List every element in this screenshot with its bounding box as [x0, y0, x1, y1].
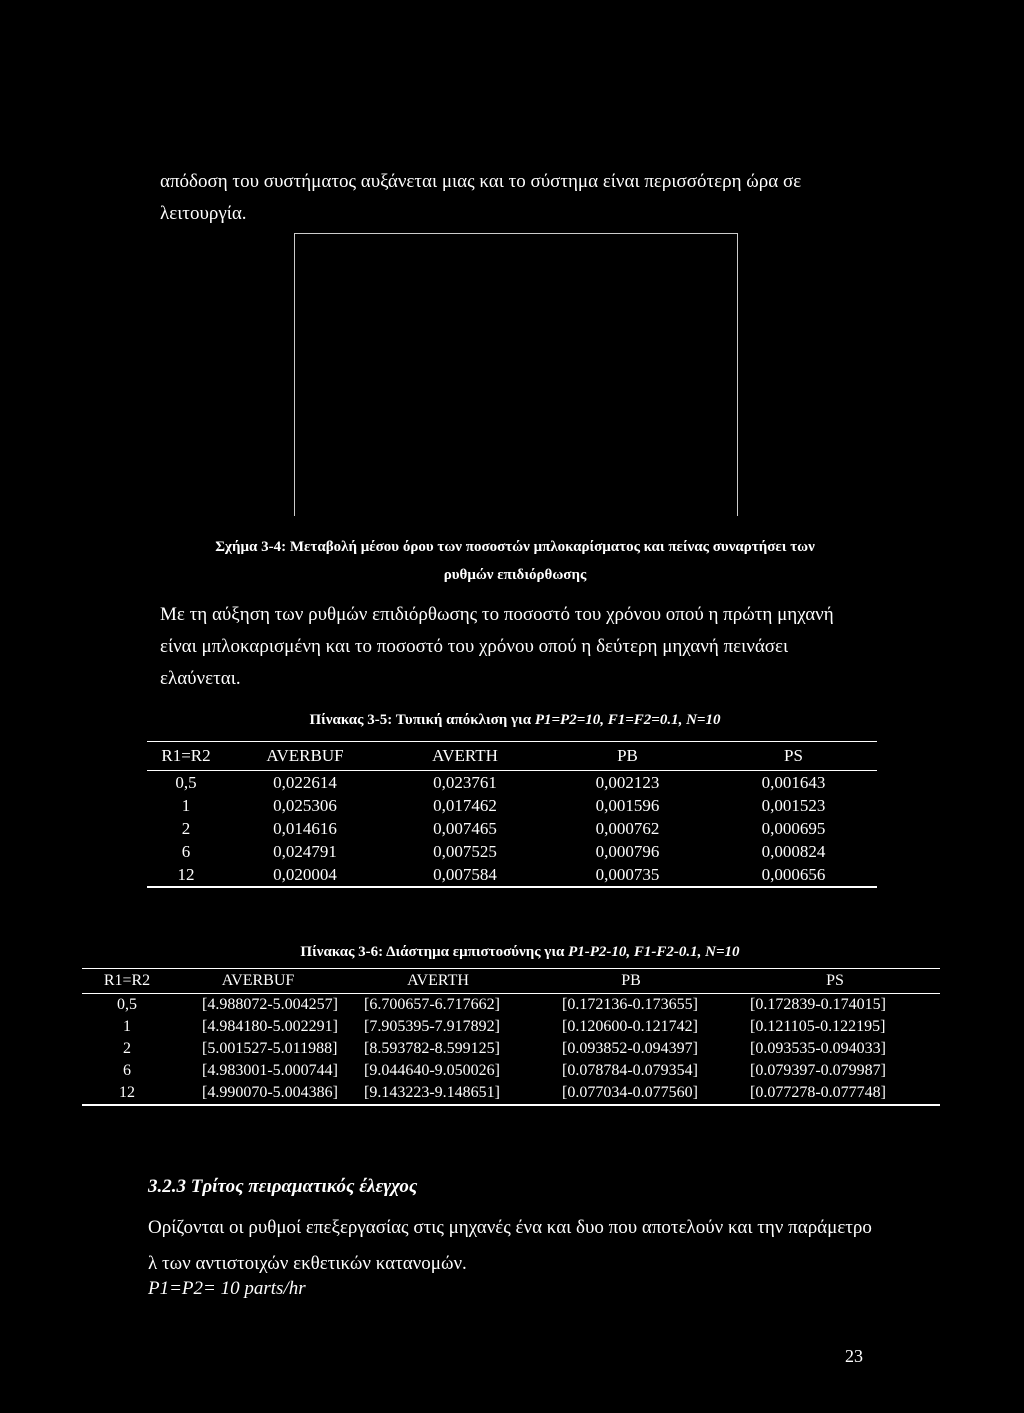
cell: 0,022614: [273, 772, 337, 792]
cell: 0,001643: [761, 772, 826, 792]
cell: 0,000695: [761, 818, 826, 838]
cell: 0,014616: [273, 818, 337, 838]
cell: 2: [181, 818, 191, 838]
cell: 0,5: [175, 772, 197, 792]
table-header-row: [147, 742, 877, 771]
header-averth: AVERTH: [385, 742, 545, 771]
header-ps: PS: [730, 969, 940, 994]
cell: [4.990070-5.004386]: [172, 1082, 344, 1105]
std-deviation-table: [147, 741, 877, 888]
cell: [0.121105-0.122195]: [750, 1018, 886, 1035]
cell: 6: [181, 841, 191, 861]
cell: [0.077034-0.077560]: [532, 1082, 730, 1105]
figure-caption-line1: Σχήμα 3-4: Μεταβολή μέσου όρου των ποσοστών μπλοκαρίσματος και πείνας συναρτήσει των: [215, 539, 815, 555]
cell: 0,007465: [433, 818, 497, 838]
cell: [0.172839-0.174015]: [750, 996, 886, 1013]
table1-caption-prefix: Πίνακας 3-5: Τυπική απόκλιση για: [309, 712, 532, 728]
cell: [8.593782-8.599125]: [364, 1040, 500, 1057]
cell: 12: [82, 1082, 172, 1105]
cell: 0,024791: [273, 841, 337, 861]
figure-frame: [294, 233, 738, 516]
cell: 0,007525: [433, 841, 497, 861]
cell: 0,017462: [433, 795, 497, 815]
table-row: [82, 1016, 940, 1038]
header-pb: PB: [532, 969, 730, 994]
cell: [7.905395-7.917892]: [364, 1018, 500, 1035]
table-row: [82, 1038, 940, 1060]
cell: 0,002123: [595, 772, 660, 792]
figure-caption-line2: ρυθμών επιδιόρθωσης: [443, 567, 587, 583]
header-pb: PB: [545, 742, 710, 771]
cell: 0,000656: [710, 863, 877, 887]
table-row: [147, 840, 877, 863]
table-row: [147, 771, 877, 795]
table2-caption: [200, 938, 840, 966]
cell: [0.093535-0.094033]: [750, 1040, 886, 1057]
header-r1r2: R1=R2: [82, 969, 172, 994]
section-heading: 3.2.3 Τρίτος πειραματικός έλεγχος: [148, 1176, 418, 1197]
cell: 1: [181, 795, 191, 815]
cell: [0.120600-0.121742]: [562, 1018, 698, 1035]
table-row: [82, 1060, 940, 1082]
figure-caption: [160, 533, 870, 589]
cell: 0,001523: [761, 795, 826, 815]
cell: 0,000824: [761, 841, 826, 861]
header-r1r2: R1=R2: [147, 742, 225, 771]
table-row: [147, 863, 877, 887]
parameter-line: P1=P2= 10 parts/hr: [148, 1278, 306, 1299]
table-header-row: [82, 969, 940, 994]
cell: 0,020004: [225, 863, 385, 887]
cell: 0,025306: [273, 795, 337, 815]
table1-caption: [160, 706, 870, 734]
cell: 0,000762: [595, 818, 660, 838]
table-row: [82, 1082, 940, 1105]
cell: 12: [147, 863, 225, 887]
table2-caption-prefix: Πίνακας 3-6: Διάστημα εμπιστοσύνης για: [300, 944, 565, 960]
section-paragraph: Ορίζονται οι ρυθμοί επεξεργασίας στις μηχανές ένα και δυο που αποτελούν και την παράμετρο λ των αντιστοιχών εκθετικών κατανομών.: [148, 1217, 872, 1274]
cell: [9.143223-9.148651]: [344, 1082, 532, 1105]
cell: [4.988072-5.004257]: [202, 996, 338, 1013]
cell: [0.078784-0.079354]: [562, 1062, 698, 1079]
confidence-interval-table: [82, 968, 940, 1106]
cell: [0.079397-0.079987]: [750, 1062, 886, 1079]
cell: 0,007584: [385, 863, 545, 887]
cell: 0,001596: [595, 795, 660, 815]
cell: 0,5: [117, 996, 137, 1013]
table1-caption-params: P1=P2=10, F1=F2=0.1, N=10: [534, 712, 721, 728]
header-averbuf: AVERBUF: [225, 742, 385, 771]
header-averbuf: AVERBUF: [172, 969, 344, 994]
cell: 0,000735: [545, 863, 710, 887]
header-averth: AVERTH: [344, 969, 532, 994]
page-number: 23: [845, 1346, 863, 1366]
table-row: [147, 817, 877, 840]
cell: [0.172136-0.173655]: [562, 996, 698, 1013]
cell: [4.984180-5.002291]: [202, 1018, 338, 1035]
body-paragraph: Με τη αύξηση των ρυθμών επιδιόρθωσης το ποσοστό του χρόνου οπού η πρώτη μηχανή είναι μπλοκαρισμένη και το ποσοστό του χρόνου οπού η δεύτερη μηχανή πεινάσει ελαύνεται.: [160, 604, 834, 689]
table-row: [147, 794, 877, 817]
cell: [9.044640-9.050026]: [364, 1062, 500, 1079]
cell: [4.983001-5.000744]: [202, 1062, 338, 1079]
table-row: [82, 994, 940, 1017]
cell: 2: [123, 1040, 131, 1057]
cell: [0.077278-0.077748]: [730, 1082, 940, 1105]
cell: [5.001527-5.011988]: [202, 1040, 338, 1057]
cell: 6: [123, 1062, 131, 1079]
cell: [0.093852-0.094397]: [562, 1040, 698, 1057]
header-ps: PS: [710, 742, 877, 771]
cell: 0,023761: [433, 772, 497, 792]
cell: [6.700657-6.717662]: [364, 996, 500, 1013]
intro-paragraph: απόδοση του συστήματος αυξάνεται μιας και το σύστημα είναι περισσότερη ώρα σε λειτουργία.: [160, 171, 802, 224]
table2-caption-params: P1-P2-10, F1-F2-0.1, N=10: [568, 944, 740, 960]
cell: 0,000796: [595, 841, 660, 861]
cell: 1: [123, 1018, 131, 1035]
